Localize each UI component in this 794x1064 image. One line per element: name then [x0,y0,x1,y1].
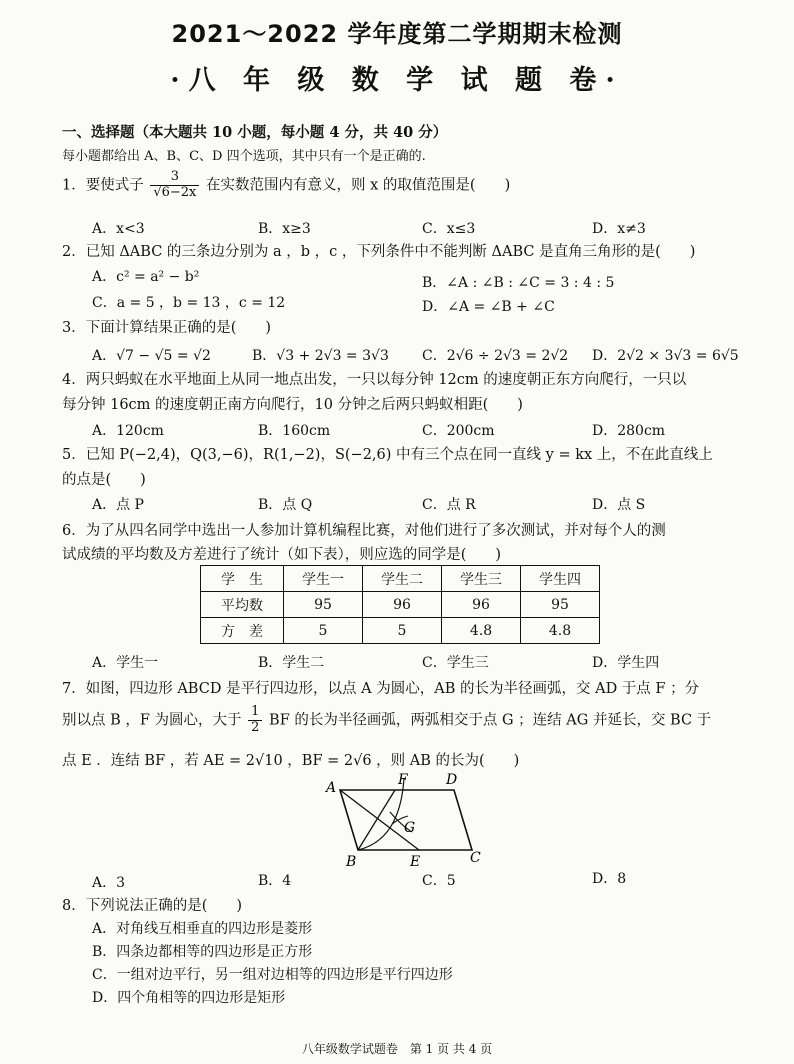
q4-option-c[interactable]: C．200cm [422,423,495,439]
question-1-post: 在实数范围内有意义，则 x 的取值范围是( ) [206,177,511,194]
table-cell: 95 [284,592,363,618]
table-cell: 方 差 [201,618,284,644]
table-header-cell: 学生二 [363,566,442,592]
table-cell: 96 [363,592,442,618]
q6-option-b[interactable]: B．学生二 [258,655,325,671]
label-d: D [446,772,458,788]
question-7-line-1: 7．如图，四边形 ABCD 是平行四边形，以点 A 为圆心，AB 的长为半径画弧，交 AD 于点 F ；分 [62,681,700,697]
question-7-line-2-pre: 别以点 B ，F 为圆心，大于 [62,712,242,729]
fraction-denominator: 2 [251,719,260,735]
q3-option-a[interactable]: A．√7 − √5 = √2 [92,348,211,364]
q2-option-a[interactable]: A．c² = a² − b² [92,269,200,285]
q7-option-c[interactable]: C．5 [422,873,456,889]
table-header-row [201,566,600,592]
question-4-line-1: 4．两只蚂蚁在水平地面上从同一地点出发，一只以每分钟 12cm 的速度朝正东方向爬行，一只以 [62,372,687,388]
question-6-line-2: 试成绩的平均数及方差进行了统计（如下表），则应选的同学是( ) [62,547,502,563]
question-5-line-2: 的点是( ) [62,472,146,488]
question-7-fraction [248,705,262,736]
q3-option-b[interactable]: B．√3 + 2√3 = 3√3 [252,348,389,364]
label-g: G [404,820,416,836]
question-6-line-1: 6．为了从四名同学中选出一人参加计算机编程比赛，对他们进行了多次测试，并对每个人的测 [62,523,666,539]
table-header-cell: 学生四 [521,566,600,592]
q6-option-a[interactable]: A．学生一 [92,655,159,671]
question-8: 8．下列说法正确的是( ) [62,898,243,914]
page-title: 2021～2022 学年度第二学期期末检测 [171,20,623,48]
question-7-line-2-post: BF 的长为半径画弧，两弧相交于点 G ；连结 AG 并延长，交 BC 于 [269,712,712,729]
question-5-line-1: 5．已知 P(−2,4)，Q(3,−6)，R(1,−2)，S(−2,6) 中有三个点在同一直线 y = kx 上，不在此直线上 [62,447,713,463]
question-7-line-2 [62,705,711,736]
table-cell: 平均数 [201,592,284,618]
table-cell: 5 [284,618,363,644]
question-1-fraction [150,170,199,201]
section-instruction: 每小题都给出 A、B、C、D 四个选项，其中只有一个是正确的. [62,149,426,164]
q3-option-c[interactable]: C．2√6 ÷ 2√3 = 2√2 [422,348,569,364]
table-cell: 4.8 [521,618,600,644]
question-1 [62,170,510,201]
table-row [201,618,600,644]
q6-option-d[interactable]: D．学生四 [592,655,660,671]
table-header-cell: 学生一 [284,566,363,592]
question-7-line-3: 点 E ．连结 BF ，若 AE = 2√10 ，BF = 2√6 ，则 AB 的长为( ) [62,753,520,769]
q8-option-d[interactable]: D．四个角相等的四边形是矩形 [92,990,286,1006]
question-2: 2．已知 ΔABC 的三条边分别为 a ，b ，c ，下列条件中不能判断 ΔABC 是直角三角形的是( ) [62,244,696,260]
q2-option-c[interactable]: C．a = 5 ，b = 13 ，c = 12 [92,295,286,311]
label-f: F [398,772,408,788]
q5-option-d[interactable]: D．点 S [592,497,646,513]
fraction-numerator: 1 [248,705,262,721]
question-1-pre: 1．要使式子 [62,177,144,194]
q5-option-b[interactable]: B．点 Q [258,497,313,513]
segment-bf [358,790,395,850]
q1-option-a[interactable]: A．x<3 [92,221,145,237]
q7-option-a[interactable]: A．3 [92,875,126,891]
q5-option-c[interactable]: C．点 R [422,497,476,513]
q3-option-d[interactable]: D．2√2 × 3√3 = 6√5 [592,348,739,364]
q6-option-c[interactable]: C．学生三 [422,655,489,671]
q4-option-b[interactable]: B．160cm [258,423,331,439]
q1-option-b[interactable]: B．x≥3 [258,221,311,237]
table-cell: 95 [521,592,600,618]
q4-option-d[interactable]: D．280cm [592,423,666,439]
label-c: C [470,850,481,866]
label-a: A [326,780,337,796]
page-subtitle: ·八 年 级 数 学 试 题 卷· [170,65,624,96]
q7-option-b[interactable]: B．4 [258,873,292,889]
q1-option-c[interactable]: C．x≤3 [422,221,476,237]
fraction-numerator: 3 [150,170,199,186]
table-header-cell: 学生三 [442,566,521,592]
q2-option-b[interactable]: B．∠A : ∠B : ∠C = 3 : 4 : 5 [422,275,615,291]
q8-option-b[interactable]: B．四条边都相等的四边形是正方形 [92,944,313,960]
q8-option-a[interactable]: A．对角线互相垂直的四边形是菱形 [92,921,313,937]
question-3: 3．下面计算结果正确的是( ) [62,320,272,336]
page-footer: 八年级数学试题卷 第 1 页 共 4 页 [301,1042,493,1056]
q2-option-d[interactable]: D．∠A = ∠B + ∠C [422,299,555,315]
table-row [201,592,600,618]
table-cell: 96 [442,592,521,618]
score-table [200,565,600,644]
table-header-cell: 学 生 [201,566,284,592]
section-heading: 一、选择题（本大题共 10 小题，每小题 4 分，共 40 分） [62,124,448,141]
label-b: B [346,854,357,870]
question-4-line-2: 每分钟 16cm 的速度朝正南方向爬行，10 分钟之后两只蚂蚁相距( ) [62,397,523,413]
q7-option-d[interactable]: D．8 [592,871,627,887]
q1-option-d[interactable]: D．x≠3 [592,221,646,237]
table-cell: 5 [363,618,442,644]
fraction-denominator: √6−2x [153,184,197,200]
parallelogram-figure [322,770,492,870]
q8-option-c[interactable]: C．一组对边平行，另一组对边相等的四边形是平行四边形 [92,967,453,983]
q5-option-a[interactable]: A．点 P [92,497,144,513]
q4-option-a[interactable]: A．120cm [92,423,164,439]
table-cell: 4.8 [442,618,521,644]
label-e: E [410,854,421,870]
